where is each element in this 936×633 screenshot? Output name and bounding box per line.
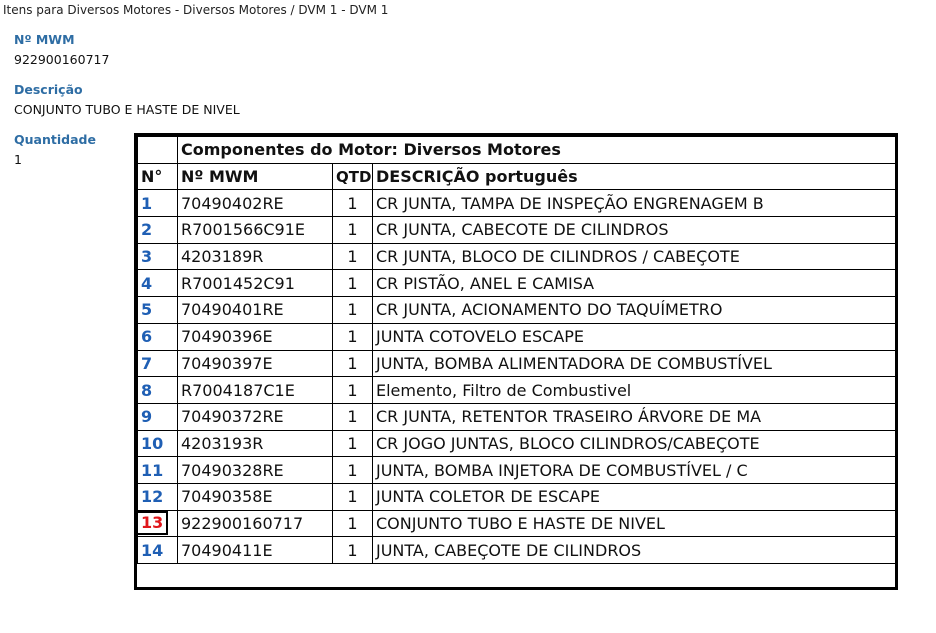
- row-description: JUNTA, BOMBA ALIMENTADORA DE COMBUSTÍVEL: [373, 350, 896, 377]
- row-description: Elemento, Filtro de Combustivel: [373, 377, 896, 404]
- parts-diagram-table: [134, 133, 898, 590]
- table-row[interactable]: [138, 483, 896, 510]
- row-qtd: 1: [333, 430, 373, 457]
- row-qtd: 1: [333, 323, 373, 350]
- row-number: 1: [138, 190, 178, 217]
- row-mwm: 70490328RE: [178, 457, 333, 484]
- breadcrumb: Itens para Diversos Motores - Diversos Motores / DVM 1 - DVM 1: [3, 3, 389, 17]
- table-row[interactable]: [138, 377, 896, 404]
- table-row[interactable]: [138, 350, 896, 377]
- row-description: JUNTA, CABEÇOTE DE CILINDROS: [373, 537, 896, 564]
- row-qtd: 1: [333, 483, 373, 510]
- mwm-value: 922900160717: [14, 52, 110, 67]
- row-qtd: 1: [333, 510, 373, 537]
- highlighted-row-number: 13: [138, 511, 169, 535]
- row-description: CR JUNTA, ACIONAMENTO DO TAQUÍMETRO: [373, 297, 896, 324]
- row-mwm: 70490372RE: [178, 403, 333, 430]
- row-mwm: 4203189R: [178, 243, 333, 270]
- row-qtd: 1: [333, 377, 373, 404]
- row-number: 6: [138, 323, 178, 350]
- row-description: CR JUNTA, BLOCO DE CILINDROS / CABEÇOTE: [373, 243, 896, 270]
- table-row[interactable]: [138, 243, 896, 270]
- row-qtd: 1: [333, 217, 373, 244]
- table-row[interactable]: [138, 323, 896, 350]
- row-mwm: 70490358E: [178, 483, 333, 510]
- row-qtd: 1: [333, 297, 373, 324]
- table-row[interactable]: [138, 217, 896, 244]
- row-qtd: 1: [333, 350, 373, 377]
- row-mwm: 70490401RE: [178, 297, 333, 324]
- row-description: CONJUNTO TUBO E HASTE DE NIVEL: [373, 510, 896, 537]
- row-mwm: R7001566C91E: [178, 217, 333, 244]
- quantidade-label: Quantidade: [14, 132, 96, 147]
- mwm-label: Nº MWM: [14, 32, 75, 47]
- row-description: CR JUNTA, RETENTOR TRASEIRO ÁRVORE DE MA: [373, 403, 896, 430]
- parts-table: [137, 136, 896, 564]
- table-row[interactable]: [138, 270, 896, 297]
- descricao-label: Descrição: [14, 82, 83, 97]
- row-number: 2: [138, 217, 178, 244]
- header-num: N°: [138, 163, 178, 190]
- row-qtd: 1: [333, 403, 373, 430]
- row-qtd: 1: [333, 537, 373, 564]
- row-description: JUNTA COTOVELO ESCAPE: [373, 323, 896, 350]
- row-mwm: R7004187C1E: [178, 377, 333, 404]
- parts-table-body: [138, 190, 896, 564]
- row-description: CR JUNTA, CABECOTE DE CILINDROS: [373, 217, 896, 244]
- row-mwm: 4203193R: [178, 430, 333, 457]
- row-description: JUNTA, BOMBA INJETORA DE COMBUSTÍVEL / C: [373, 457, 896, 484]
- row-qtd: 1: [333, 270, 373, 297]
- header-desc: DESCRIÇÃO português: [373, 163, 896, 190]
- row-qtd: 1: [333, 457, 373, 484]
- table-row[interactable]: [138, 297, 896, 324]
- row-mwm: 70490402RE: [178, 190, 333, 217]
- quantidade-value: 1: [14, 152, 22, 167]
- row-mwm: 70490397E: [178, 350, 333, 377]
- row-number: 5: [138, 297, 178, 324]
- header-mwm: Nº MWM: [178, 163, 333, 190]
- row-description: CR JOGO JUNTAS, BLOCO CILINDROS/CABEÇOTE: [373, 430, 896, 457]
- row-description: JUNTA COLETOR DE ESCAPE: [373, 483, 896, 510]
- row-number: 4: [138, 270, 178, 297]
- table-row[interactable]: [138, 190, 896, 217]
- row-number: 3: [138, 243, 178, 270]
- descricao-value: CONJUNTO TUBO E HASTE DE NIVEL: [14, 102, 240, 117]
- table-header-row: [138, 163, 896, 190]
- table-corner-cell: [138, 137, 178, 164]
- row-description: CR PISTÃO, ANEL E CAMISA: [373, 270, 896, 297]
- row-number: 10: [138, 430, 178, 457]
- row-number: 12: [138, 483, 178, 510]
- table-title: Componentes do Motor: Diversos Motores: [178, 137, 896, 164]
- table-title-row: [138, 137, 896, 164]
- row-number: 14: [138, 537, 178, 564]
- row-number: [138, 510, 178, 537]
- row-qtd: 1: [333, 190, 373, 217]
- row-number: 7: [138, 350, 178, 377]
- table-row[interactable]: [138, 510, 896, 537]
- row-mwm: 922900160717: [178, 510, 333, 537]
- header-qtd: QTD: [333, 163, 373, 190]
- table-row[interactable]: [138, 403, 896, 430]
- row-description: CR JUNTA, TAMPA DE INSPEÇÃO ENGRENAGEM B: [373, 190, 896, 217]
- row-mwm: 70490411E: [178, 537, 333, 564]
- row-qtd: 1: [333, 243, 373, 270]
- row-mwm: 70490396E: [178, 323, 333, 350]
- row-number: 11: [138, 457, 178, 484]
- table-row[interactable]: [138, 537, 896, 564]
- row-mwm: R7001452C91: [178, 270, 333, 297]
- table-row[interactable]: [138, 430, 896, 457]
- row-number: 8: [138, 377, 178, 404]
- table-row[interactable]: [138, 457, 896, 484]
- row-number: 9: [138, 403, 178, 430]
